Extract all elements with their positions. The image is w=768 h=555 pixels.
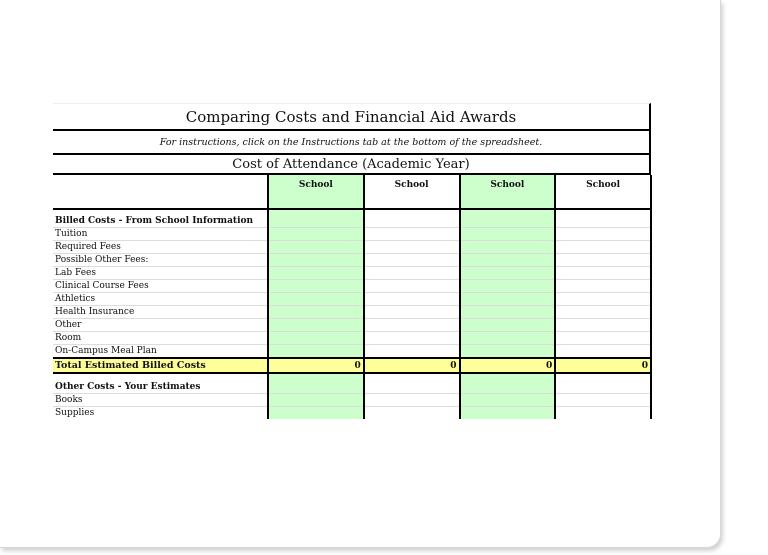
input-cell[interactable]	[555, 228, 651, 241]
input-cell[interactable]	[268, 293, 364, 306]
input-cell[interactable]	[460, 319, 556, 332]
input-cell[interactable]	[555, 215, 651, 228]
input-cell[interactable]	[268, 332, 364, 345]
input-cell[interactable]	[268, 394, 364, 407]
table-row	[53, 293, 651, 306]
input-cell[interactable]	[460, 373, 556, 394]
billed-heading: Billed Costs - From School Information	[53, 215, 268, 228]
input-cell[interactable]	[268, 373, 364, 394]
input-cell[interactable]	[268, 228, 364, 241]
input-cell[interactable]	[364, 332, 460, 345]
total-value-4: 0	[555, 358, 651, 373]
sheet-subtitle: For instructions, click on the Instructions tab at the bottom of the spreadsheet.	[53, 131, 651, 155]
table-row	[53, 280, 651, 293]
input-cell[interactable]	[555, 345, 651, 359]
cost-table	[53, 175, 652, 419]
input-cell[interactable]	[364, 345, 460, 359]
input-cell[interactable]	[268, 345, 364, 359]
row-label: Clinical Course Fees	[53, 280, 268, 293]
column-header-row	[53, 175, 651, 209]
input-cell[interactable]	[364, 319, 460, 332]
input-cell[interactable]	[460, 280, 556, 293]
table-row	[53, 267, 651, 280]
input-cell[interactable]	[555, 280, 651, 293]
input-cell[interactable]	[460, 267, 556, 280]
input-cell[interactable]	[555, 241, 651, 254]
row-label: Required Fees	[53, 241, 268, 254]
input-cell[interactable]	[460, 228, 556, 241]
table-row	[53, 394, 651, 407]
total-value-3: 0	[460, 358, 556, 373]
input-cell[interactable]	[268, 241, 364, 254]
total-value-2: 0	[364, 358, 460, 373]
row-label: On-Campus Meal Plan	[53, 345, 268, 359]
input-cell[interactable]	[268, 319, 364, 332]
input-cell[interactable]	[460, 394, 556, 407]
input-cell[interactable]	[460, 332, 556, 345]
input-cell[interactable]	[460, 306, 556, 319]
total-row	[53, 358, 651, 373]
other-heading: Other Costs - Your Estimates	[53, 373, 268, 394]
table-row	[53, 319, 651, 332]
school-header-3[interactable]: School	[460, 175, 556, 209]
input-cell[interactable]	[364, 373, 460, 394]
input-cell[interactable]	[555, 332, 651, 345]
input-cell[interactable]	[460, 345, 556, 359]
header-label-cell	[53, 175, 268, 209]
input-cell[interactable]	[555, 267, 651, 280]
sheet-title: Comparing Costs and Financial Aid Awards	[53, 103, 651, 131]
table-row	[53, 306, 651, 319]
table-row	[53, 345, 651, 359]
billed-heading-row	[53, 215, 651, 228]
row-label: Tuition	[53, 228, 268, 241]
input-cell[interactable]	[364, 254, 460, 267]
school-header-4[interactable]: School	[555, 175, 651, 209]
input-cell[interactable]	[460, 293, 556, 306]
input-cell[interactable]	[555, 394, 651, 407]
input-cell[interactable]	[364, 306, 460, 319]
table-row	[53, 228, 651, 241]
input-cell[interactable]	[555, 254, 651, 267]
row-label: Books	[53, 394, 268, 407]
total-label: Total Estimated Billed Costs	[53, 358, 268, 373]
school-header-2[interactable]: School	[364, 175, 460, 209]
input-cell[interactable]	[364, 267, 460, 280]
row-label: Other	[53, 319, 268, 332]
input-cell[interactable]	[364, 407, 460, 420]
row-label: Possible Other Fees:	[53, 254, 268, 267]
school-header-1[interactable]: School	[268, 175, 364, 209]
total-value-1: 0	[268, 358, 364, 373]
input-cell[interactable]	[555, 407, 651, 420]
input-cell[interactable]	[460, 241, 556, 254]
table-row	[53, 241, 651, 254]
input-cell[interactable]	[268, 407, 364, 420]
row-label: Supplies	[55, 408, 95, 418]
input-cell[interactable]	[460, 215, 556, 228]
spreadsheet	[53, 103, 651, 419]
input-cell[interactable]	[268, 254, 364, 267]
table-row	[53, 407, 651, 420]
input-cell[interactable]	[268, 306, 364, 319]
input-cell[interactable]	[364, 228, 460, 241]
input-cell[interactable]	[364, 241, 460, 254]
input-cell[interactable]	[460, 407, 556, 420]
input-cell[interactable]	[555, 373, 651, 394]
input-cell[interactable]	[555, 306, 651, 319]
row-label: Health Insurance	[53, 306, 268, 319]
section-title: Cost of Attendance (Academic Year)	[53, 155, 651, 175]
input-cell[interactable]	[555, 293, 651, 306]
input-cell[interactable]	[364, 293, 460, 306]
row-label: Athletics	[53, 293, 268, 306]
input-cell[interactable]	[364, 215, 460, 228]
other-heading-row	[53, 373, 651, 394]
row-label: Lab Fees	[53, 267, 268, 280]
input-cell[interactable]	[364, 394, 460, 407]
input-cell[interactable]	[460, 254, 556, 267]
row-label: Room	[53, 332, 268, 345]
table-row	[53, 332, 651, 345]
input-cell[interactable]	[268, 280, 364, 293]
input-cell[interactable]	[364, 280, 460, 293]
input-cell[interactable]	[555, 319, 651, 332]
table-row	[53, 254, 651, 267]
input-cell[interactable]	[268, 267, 364, 280]
input-cell[interactable]	[268, 215, 364, 228]
